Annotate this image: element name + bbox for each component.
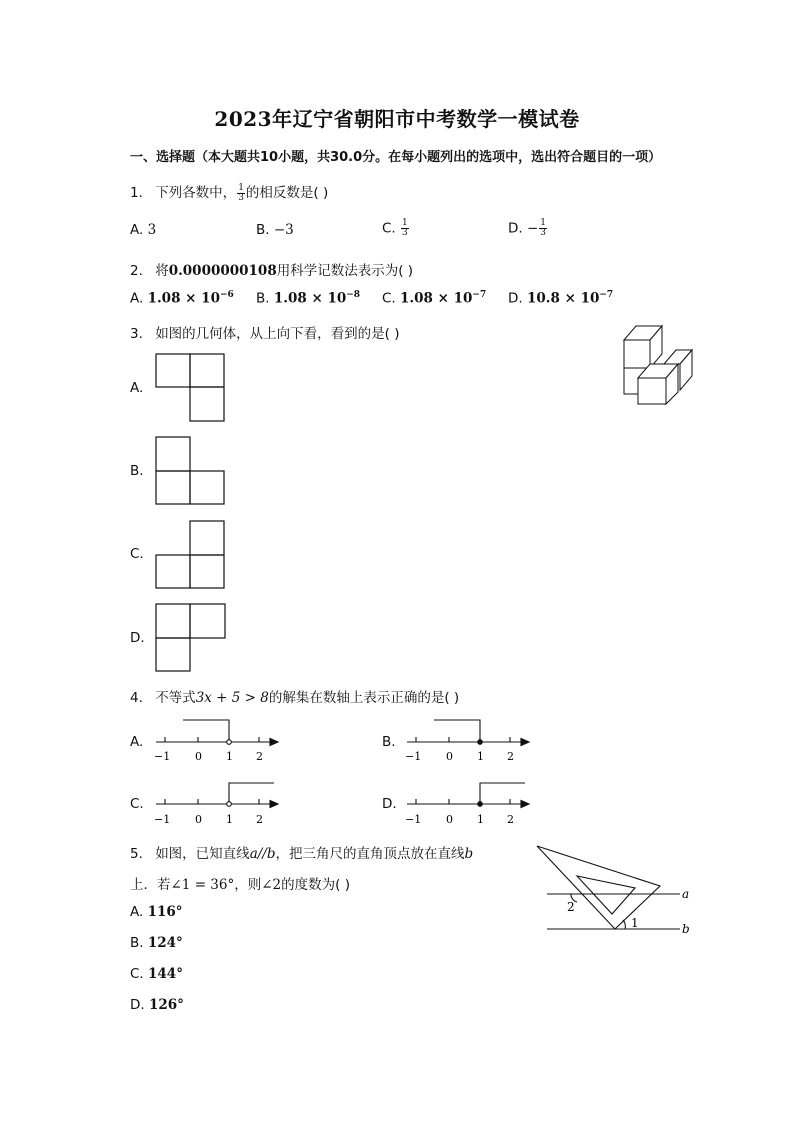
q2-option-a[interactable]: A. $1.08 \times 10^{-6}$ (130, 290, 234, 307)
q4-option-d-numberline[interactable] (401, 778, 536, 828)
tick-label: 2 (507, 813, 514, 826)
q2-option-b[interactable]: B. $1.08 \times 10^{-8}$ (256, 290, 361, 307)
question-number: 1. (130, 185, 143, 201)
fraction: $\frac{1}{3}$ (238, 182, 244, 203)
label-angle-2: 2 (567, 900, 575, 914)
label-a: a (682, 887, 690, 901)
tick-label: −1 (405, 750, 422, 763)
cube-solid-figure (622, 322, 696, 408)
q5-option-b[interactable]: B. 124° (130, 935, 183, 951)
tick-label: −1 (154, 750, 171, 763)
section-heading: 一、选择题（本大题共10小题，共30.0分。在每小题列出的选项中，选出符合题目的一项） (130, 150, 662, 165)
q3-option-b-label[interactable]: B. (130, 463, 144, 479)
q4-option-c-numberline[interactable] (150, 778, 285, 828)
tick-label: 2 (256, 813, 263, 826)
q1-option-a[interactable]: A. 3 (130, 222, 157, 238)
page-title: 2023年辽宁省朝阳市中考数学一模试卷 (214, 107, 580, 131)
tick-label: 0 (195, 813, 202, 826)
question-5-line1: 5. 如图，已知直线a//b，把三角尺的直角顶点放在直线b (130, 846, 474, 862)
question-text-suffix: 的相反数是( ) (245, 185, 329, 201)
q3-option-c-figure[interactable] (155, 520, 225, 590)
q2-option-d[interactable]: D. $10.8 \times 10^{-7}$ (508, 290, 614, 307)
q4-option-c-label[interactable]: C. (130, 796, 144, 812)
question-5-line2: 上．若∠1 = 36°，则∠2的度数为( ) (130, 877, 350, 893)
tick-label: −1 (154, 813, 171, 826)
q4-option-b-label[interactable]: B. (382, 734, 396, 750)
q1-option-c[interactable]: C. $\frac{1}{3}$ (382, 218, 408, 238)
question-text: 下列各数中， (155, 185, 237, 201)
question-2: 2. 将0.0000000108用科学记数法表示为( ) (130, 263, 414, 279)
q4-option-d-label[interactable]: D. (382, 796, 397, 812)
tick-label: 0 (446, 750, 453, 763)
question-3: 3. 如图的几何体，从上向下看，看到的是( ) (130, 326, 400, 342)
q4-option-b-numberline[interactable] (401, 716, 536, 766)
q4-option-a-numberline[interactable] (150, 716, 285, 766)
tick-label: 1 (477, 813, 484, 826)
question-1 (130, 181, 328, 203)
q1-option-d[interactable]: D. − $\frac{1}{3}$ (508, 218, 547, 238)
q3-option-c-label[interactable]: C. (130, 546, 144, 562)
q2-option-c[interactable]: C. $1.08 \times 10^{-7}$ (382, 290, 487, 307)
q3-option-a-label[interactable]: A. (130, 380, 144, 396)
q3-option-d-figure[interactable] (155, 603, 227, 673)
triangle-ruler-figure (535, 842, 700, 942)
tick-label: 1 (477, 750, 484, 763)
q3-option-a-figure[interactable] (155, 353, 225, 423)
tick-label: 0 (446, 813, 453, 826)
question-4: 4. 不等式3x + 5 > 8的解集在数轴上表示正确的是( ) (130, 690, 460, 706)
label-angle-1: 1 (631, 916, 639, 930)
label-b: b (682, 922, 690, 936)
q5-option-c[interactable]: C. 144° (130, 966, 183, 982)
tick-label: 1 (226, 750, 233, 763)
tick-label: 2 (256, 750, 263, 763)
q3-option-d-label[interactable]: D. (130, 630, 145, 646)
q3-option-b-figure[interactable] (155, 436, 225, 506)
q5-option-a[interactable]: A. 116° (130, 904, 183, 920)
tick-label: 2 (507, 750, 514, 763)
q5-option-d[interactable]: D. 126° (130, 997, 184, 1013)
q4-option-a-label[interactable]: A. (130, 734, 144, 750)
tick-label: 0 (195, 750, 202, 763)
q1-option-b[interactable]: B. −3 (256, 222, 294, 238)
tick-label: −1 (405, 813, 422, 826)
tick-label: 1 (226, 813, 233, 826)
